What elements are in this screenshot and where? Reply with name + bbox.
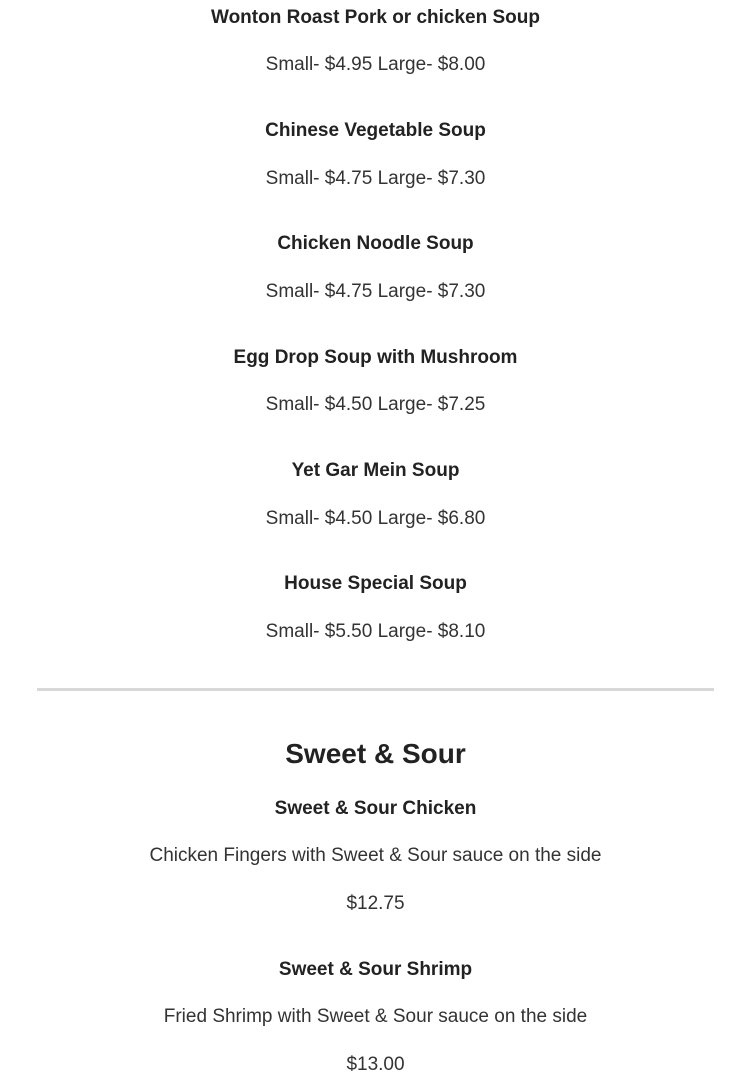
menu-item-name: Sweet & Sour Shrimp (278, 959, 473, 980)
menu-item-price: Small- $4.50 Large- $7.25 (265, 394, 486, 415)
section-divider (37, 688, 714, 691)
menu-item-name: Chinese Vegetable Soup (265, 120, 486, 141)
menu-item-description: Fried Shrimp with Sweet & Sour sauce on the side (163, 1006, 588, 1027)
menu-item-price: Small- $4.50 Large- $6.80 (265, 508, 486, 529)
menu-item-price: Small- $4.95 Large- $8.00 (265, 54, 486, 75)
menu-item-name: Chicken Noodle Soup (277, 233, 474, 254)
menu-item-price: $12.75 (346, 893, 405, 914)
menu-item-price: Small- $5.50 Large- $8.10 (265, 621, 486, 642)
menu-item-name: Sweet & Sour Chicken (274, 798, 477, 819)
menu-item-name: Wonton Roast Pork or chicken Soup (210, 7, 540, 28)
menu-item-name: Egg Drop Soup with Mushroom (233, 347, 518, 368)
menu-item-price: Small- $4.75 Large- $7.30 (265, 168, 486, 189)
menu-item-price: Small- $4.75 Large- $7.30 (265, 281, 486, 302)
menu-item-price: $13.00 (346, 1054, 405, 1075)
menu-item-description: Chicken Fingers with Sweet & Sour sauce on the side (149, 845, 602, 866)
menu-item-name: House Special Soup (284, 573, 467, 594)
section-title: Sweet & Sour (285, 738, 466, 769)
menu-item-name: Yet Gar Mein Soup (291, 460, 460, 481)
